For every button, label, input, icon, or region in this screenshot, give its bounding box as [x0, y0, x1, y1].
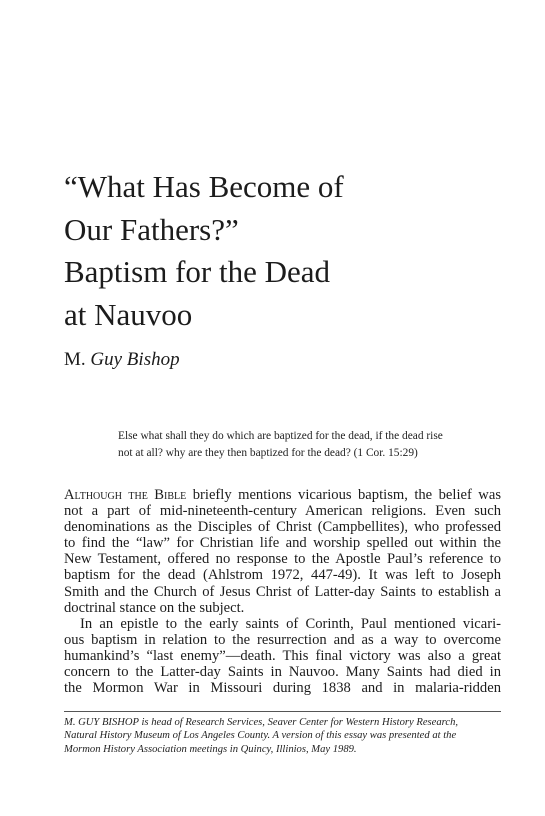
body-line: ous baptism in relation to the resurrection and as a way to overcome: [64, 631, 501, 648]
body-line: the Mormon War in Missouri during 1838 and in malaria-ridden: [64, 680, 501, 697]
body-line: Smith and the Church of Jesus Christ of Latter-day Saints to establish a: [64, 583, 501, 600]
footnote-line: Natural History Museum of Los Angeles County. A version of this essay was presented at the: [64, 730, 457, 742]
footnote-line: M. GUY BISHOP is head of Research Services, Seaver Center for Western History Research,: [64, 717, 459, 728]
body-line: concern to the Latter-day Saints in Nauvoo. Many Saints had died in: [64, 664, 501, 681]
opening-words: Although the Bible: [64, 487, 187, 503]
epigraph-line: not at all? why are they then baptized for the dead? (1 Cor. 15:29): [118, 447, 418, 459]
author-footnote: [64, 716, 504, 756]
body-line: to find the “law” for Christian life and worship spelled out within the: [64, 535, 501, 552]
title-line: “What Has Become of: [64, 169, 344, 204]
body-line: denominations as the Disciples of Christ (Campbellites), who professed: [64, 519, 501, 536]
title-line: Our Fathers?”: [64, 211, 239, 247]
footnote-rule: [64, 711, 501, 712]
body-line: not a part of mid-nineteenth-century American religions. Even such: [64, 503, 501, 520]
opening-rest: briefly mentions vicarious baptism, the belief was: [186, 487, 501, 503]
article-title: [64, 166, 344, 336]
body-line: humankind’s “last enemy”—death. This final victory was also a great: [64, 647, 501, 664]
body-text: [64, 487, 501, 696]
footnote-line: Mormon History Association meetings in Quincy, Illinios, May 1989.: [64, 743, 357, 755]
body-line: baptism for the dead (Ahlstrom 1972, 447-49). It was left to Joseph: [64, 567, 501, 584]
body-line: New Testament, offered no response to the Apostle Paul’s reference to: [64, 551, 501, 568]
title-line: Baptism for the Dead: [64, 254, 331, 289]
body-line-first: [64, 487, 501, 503]
author-initial: M.: [64, 349, 86, 370]
body-line: In an epistle to the early saints of Corinth, Paul mentioned vicari-: [80, 615, 501, 632]
author-byline: [64, 349, 180, 371]
author-name: Guy Bishop: [90, 349, 180, 370]
epigraph-line: Else what shall they do which are baptized for the dead, if the dead rise: [118, 430, 443, 442]
title-line: at Nauvoo: [64, 296, 193, 332]
epigraph: [118, 428, 478, 462]
body-line: doctrinal stance on the subject.: [64, 599, 245, 616]
